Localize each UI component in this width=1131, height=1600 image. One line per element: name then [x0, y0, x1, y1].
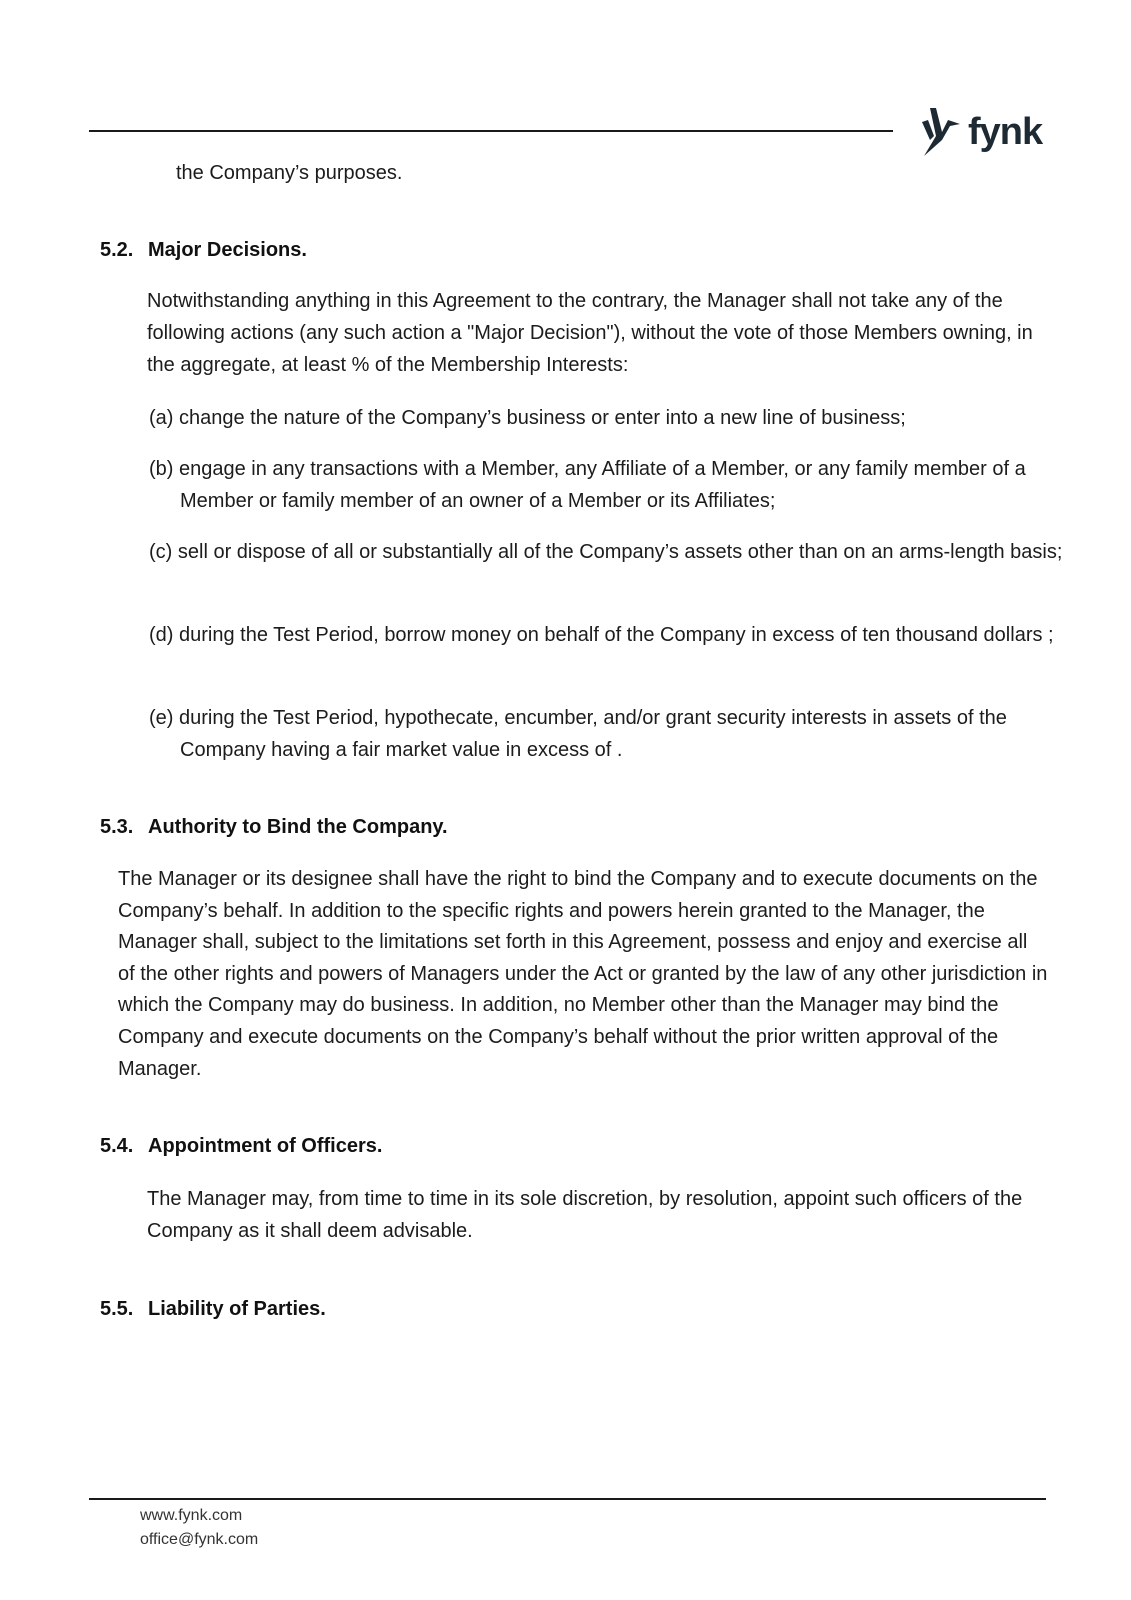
section-5-2-heading	[100, 236, 307, 264]
section-title: Authority to Bind the Company.	[148, 816, 448, 838]
bird-logo-icon	[920, 106, 962, 158]
section-5-5-heading	[100, 1295, 326, 1323]
list-item: (d) during the Test Period, borrow money on behalf of the Company in excess of ten thousand dollars ;	[149, 624, 1054, 646]
list-item: (a) change the nature of the Company’s business or enter into a new line of business;	[149, 407, 906, 429]
list-item: (b) engage in any transactions with a Member, any Affiliate of a Member, or any family member of a Member or family member of an owner of a Member or its Affiliates;	[149, 458, 1026, 512]
section-number: 5.2.	[100, 239, 134, 261]
intro-continuation: the Company’s purposes.	[176, 162, 403, 184]
section-5-4-heading	[100, 1132, 382, 1160]
section-number: 5.3.	[100, 816, 134, 838]
footer-website[interactable]: www.fynk.com	[140, 1507, 243, 1524]
section-number: 5.4.	[100, 1135, 134, 1157]
footer-divider	[89, 1498, 1046, 1500]
section-number: 5.5.	[100, 1298, 134, 1320]
brand-logo	[920, 104, 1042, 160]
section-5-3-heading	[100, 813, 448, 841]
logo-wordmark: fynk	[968, 111, 1043, 153]
list-item: (c) sell or dispose of all or substantially all of the Company’s assets other than on an arms-length basis;	[149, 541, 1063, 563]
section-title: Appointment of Officers.	[148, 1135, 383, 1157]
list-item: (e) during the Test Period, hypothecate, encumber, and/or grant security interests in assets of the Company having a fair market value in excess of .	[149, 707, 1007, 761]
footer-email[interactable]: office@fynk.com	[140, 1531, 259, 1548]
section-5-4-body: The Manager may, from time to time in its sole discretion, by resolution, appoint such officers of the Company as it shall deem advisable.	[147, 1188, 1023, 1242]
section-title: Major Decisions.	[148, 239, 307, 261]
section-title: Liability of Parties.	[148, 1298, 326, 1320]
section-5-2-body: Notwithstanding anything in this Agreement to the contrary, the Manager shall not take any of the following actions (any such action a "Major Decision"), without the vote of those Members owning, in the aggregate, at least % of the Membership Interests:	[147, 290, 1033, 376]
section-5-3-body: The Manager or its designee shall have the right to bind the Company and to execute documents on the Company’s behalf. In addition to the specific rights and powers herein granted to the Manager, the Manager shall, subject to the limitations set forth in this Agreement, possess and enjoy and exercise all of the other rights and powers of Managers under the Act or granted by the law of any other jurisdiction in which the Company may do business. In addition, no Member other than the Manager may bind the Company and execute documents on the Company’s behalf without the prior written approval of the Manager.	[118, 868, 1048, 1080]
header-divider	[89, 130, 893, 132]
